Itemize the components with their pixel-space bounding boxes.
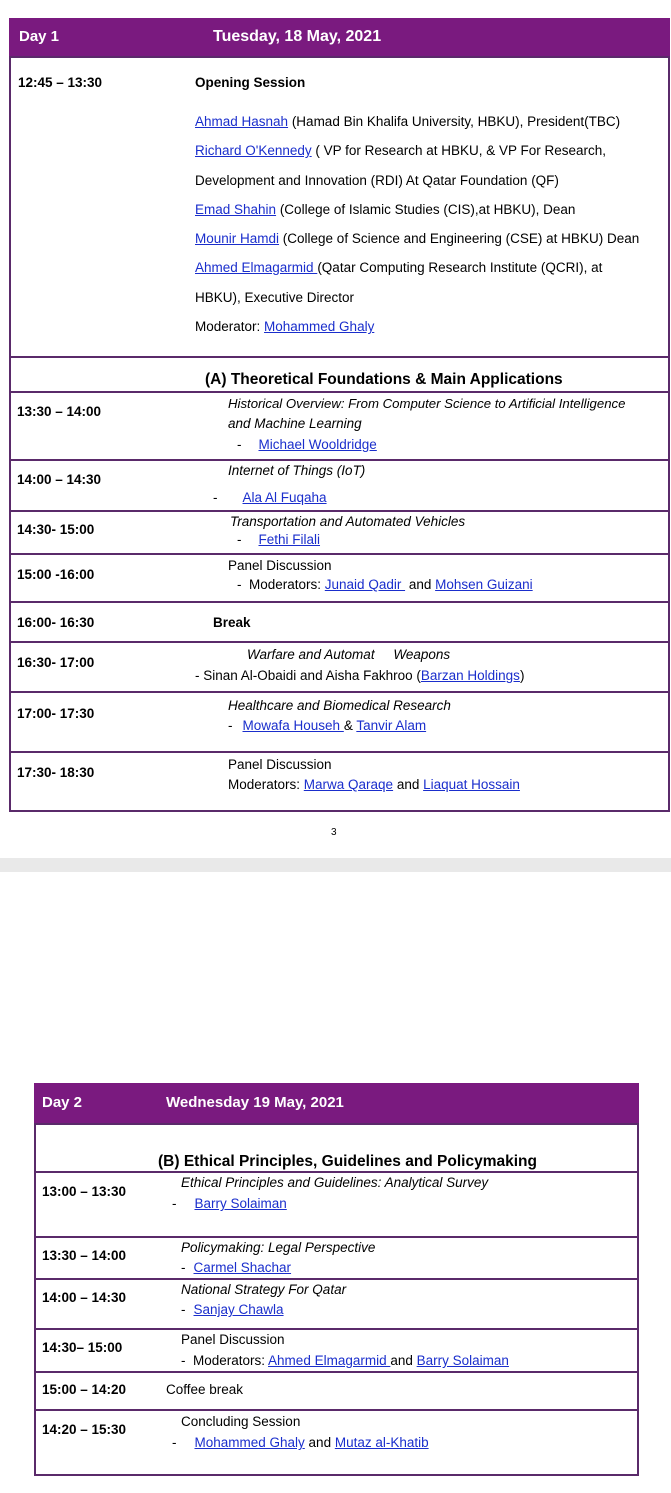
moderator-link[interactable]: Mohsen Guizani bbox=[435, 577, 533, 592]
speaker-link[interactable]: Emad Shahin bbox=[195, 202, 277, 217]
speaker-link[interactable]: Fethi Filali bbox=[258, 532, 321, 547]
row-title: Transportation and Automated Vehicles bbox=[230, 514, 466, 529]
row-title: Panel Discussion bbox=[228, 558, 332, 573]
row-moderators: - Moderators: Junaid Qadir and Mohsen Guizani bbox=[237, 577, 533, 592]
section-b-title: (B) Ethical Principles, Guidelines and Policymaking bbox=[158, 1153, 537, 1170]
speaker-link[interactable]: Ahmad Hasnah bbox=[195, 114, 289, 129]
row-time: 16:00- 16:30 bbox=[17, 615, 95, 630]
row-time: 13:30 – 14:00 bbox=[17, 404, 102, 419]
row-title: Break bbox=[213, 615, 251, 630]
row-time: 14:00 – 14:30 bbox=[17, 472, 102, 487]
row-title: Concluding Session bbox=[181, 1414, 301, 1429]
row-title: Warfare and Automat Weapons bbox=[247, 647, 451, 662]
row-time: 14:20 – 15:30 bbox=[42, 1422, 127, 1437]
day1-label: Day 1 bbox=[19, 28, 60, 45]
row-speaker: - Carmel Shachar bbox=[181, 1260, 292, 1275]
moderator-link[interactable]: Ahmed Elmagarmid bbox=[268, 1353, 391, 1368]
speaker-link[interactable]: Carmel Shachar bbox=[193, 1260, 292, 1275]
moderator-link[interactable]: Marwa Qaraqe bbox=[303, 777, 394, 792]
speaker-link[interactable]: Mowafa Househ bbox=[242, 718, 344, 733]
row-divider bbox=[34, 1328, 639, 1330]
row-speaker: - Mohammed Ghaly and Mutaz al-Khatib bbox=[172, 1435, 429, 1450]
row-moderators: - Moderators: Ahmed Elmagarmid and Barry Solaiman bbox=[181, 1353, 509, 1368]
speaker-link[interactable]: Tanvir Alam bbox=[356, 718, 427, 733]
row-title: Panel Discussion bbox=[181, 1332, 285, 1347]
speaker-link[interactable]: Ahmed Elmagarmid bbox=[195, 260, 318, 275]
page-2 bbox=[0, 872, 671, 1493]
row-title: National Strategy For Qatar bbox=[181, 1282, 347, 1297]
row-title: Healthcare and Biomedical Research bbox=[228, 698, 451, 713]
day1-date: Tuesday, 18 May, 2021 bbox=[213, 28, 382, 45]
speaker-line: Ahmed Elmagarmid (Qatar Computing Research Institute (QCRI), at bbox=[195, 260, 603, 275]
row-title: and Machine Learning bbox=[228, 416, 362, 431]
page-gap bbox=[0, 858, 671, 872]
speaker-link[interactable]: Michael Wooldridge bbox=[258, 437, 377, 452]
row-divider bbox=[9, 356, 670, 358]
speaker-line: Mounir Hamdi (College of Science and Engineering (CSE) at HBKU) Dean bbox=[195, 231, 640, 246]
row-time: 14:00 – 14:30 bbox=[42, 1290, 127, 1305]
moderator-link[interactable]: Barry Solaiman bbox=[416, 1353, 509, 1368]
speaker-line: HBKU), Executive Director bbox=[195, 290, 355, 305]
day2-date: Wednesday 19 May, 2021 bbox=[166, 1094, 344, 1111]
speaker-line: Richard O'Kennedy ( VP for Research at HBKU, & VP For Research, bbox=[195, 143, 607, 158]
row-speaker: - Michael Wooldridge bbox=[237, 437, 377, 452]
row-title: Panel Discussion bbox=[228, 757, 332, 772]
row-title: Coffee break bbox=[166, 1382, 244, 1397]
row-time: 15:00 – 14:20 bbox=[42, 1382, 127, 1397]
row-speaker: - Ala Al Fuqaha bbox=[213, 490, 327, 505]
row-time: 17:00- 17:30 bbox=[17, 706, 95, 721]
org-link[interactable]: Barzan Holdings bbox=[420, 668, 520, 683]
speaker-line: Emad Shahin (College of Islamic Studies (CIS),at HBKU), Dean bbox=[195, 202, 576, 217]
row-time: 13:30 – 14:00 bbox=[42, 1248, 127, 1263]
row-speaker: - Barry Solaiman bbox=[172, 1196, 287, 1211]
row-title: Internet of Things (IoT) bbox=[228, 463, 366, 478]
row-speaker: - Sinan Al-Obaidi and Aisha Fakhroo (Barzan Holdings) bbox=[195, 668, 525, 683]
opening-title: Opening Session bbox=[195, 75, 306, 90]
speaker-link[interactable]: Richard O'Kennedy bbox=[195, 143, 312, 158]
row-speaker: - Sanjay Chawla bbox=[181, 1302, 284, 1317]
row-time: 14:30- 15:00 bbox=[17, 522, 95, 537]
moderator-link[interactable]: Mohammed Ghaly bbox=[264, 319, 375, 334]
row-time: 13:00 – 13:30 bbox=[42, 1184, 127, 1199]
moderator-link[interactable]: Liaquat Hossain bbox=[423, 777, 520, 792]
speaker-link[interactable]: Ala Al Fuqaha bbox=[242, 490, 327, 505]
row-time: 15:00 -16:00 bbox=[17, 567, 95, 582]
day2-header bbox=[34, 1083, 639, 1123]
row-divider bbox=[34, 1371, 639, 1373]
day2-label: Day 2 bbox=[42, 1094, 83, 1111]
row-divider bbox=[9, 641, 670, 643]
row-title: Ethical Principles and Guidelines: Analytical Survey bbox=[181, 1175, 489, 1190]
row-moderators: Moderators: Marwa Qaraqe and Liaquat Hossain bbox=[228, 777, 520, 792]
row-divider bbox=[9, 391, 670, 393]
speaker-link[interactable]: Mohammed Ghaly bbox=[194, 1435, 305, 1450]
row-divider bbox=[9, 601, 670, 603]
moderator-line: Moderator: Mohammed Ghaly bbox=[195, 319, 375, 334]
speaker-line: Ahmad Hasnah (Hamad Bin Khalifa University, HBKU), President(TBC) bbox=[195, 114, 621, 129]
row-title: Historical Overview: From Computer Science to Artificial Intelligence bbox=[228, 396, 626, 411]
row-time: 14:30– 15:00 bbox=[42, 1340, 123, 1355]
speaker-line: Development and Innovation (RDI) At Qatar Foundation (QF) bbox=[195, 173, 559, 188]
row-time: 17:30- 18:30 bbox=[17, 765, 95, 780]
row-divider bbox=[9, 553, 670, 555]
speaker-link[interactable]: Mutaz al-Khatib bbox=[334, 1435, 429, 1450]
moderator-link[interactable]: Junaid Qadir bbox=[324, 577, 406, 592]
row-time: 16:30- 17:00 bbox=[17, 655, 95, 670]
row-title: Policymaking: Legal Perspective bbox=[181, 1240, 376, 1255]
speaker-link[interactable]: Sanjay Chawla bbox=[193, 1302, 284, 1317]
row-speaker: - Fethi Filali bbox=[237, 532, 321, 547]
day1-header bbox=[9, 18, 670, 56]
row-divider bbox=[9, 751, 670, 753]
speaker-link[interactable]: Mounir Hamdi bbox=[195, 231, 280, 246]
row-divider bbox=[9, 691, 670, 693]
row-divider bbox=[34, 1409, 639, 1411]
section-a-title: (A) Theoretical Foundations & Main Applications bbox=[205, 371, 563, 388]
opening-time: 12:45 – 13:30 bbox=[18, 75, 103, 90]
row-speaker: - Mowafa Househ & Tanvir Alam bbox=[228, 718, 427, 733]
page-number: 3 bbox=[331, 827, 337, 838]
speaker-link[interactable]: Barry Solaiman bbox=[194, 1196, 287, 1211]
